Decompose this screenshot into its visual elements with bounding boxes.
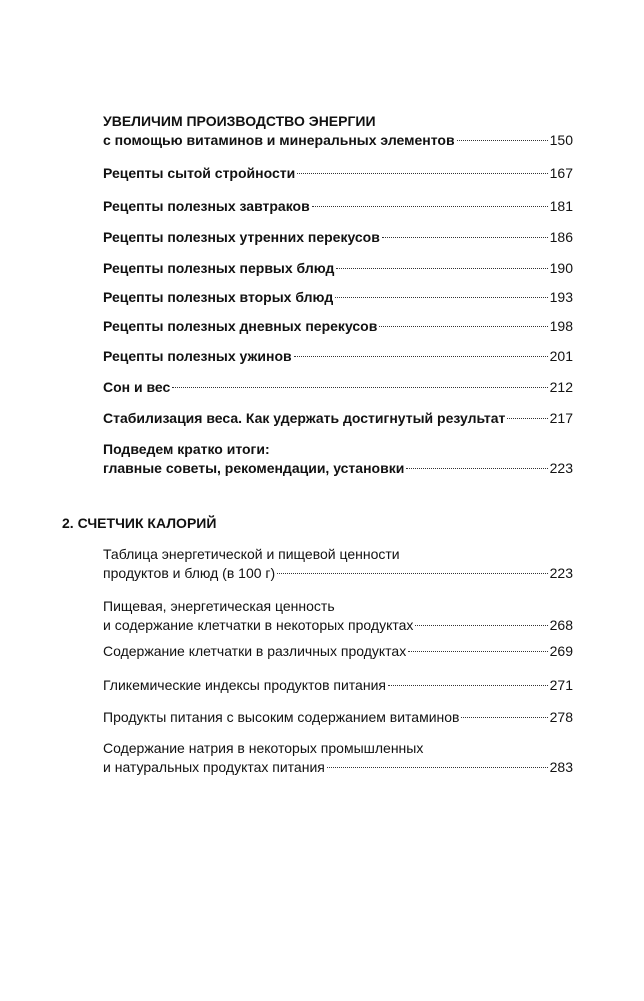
toc-entry-fiber-in-products[interactable] [103, 642, 573, 661]
toc-entry-energy-value-table[interactable] [103, 545, 573, 583]
page-number: 198 [549, 318, 573, 334]
dot-leader [408, 651, 547, 652]
page-number: 223 [549, 460, 573, 476]
page-number: 268 [549, 617, 573, 633]
page-number: 193 [549, 289, 573, 305]
page-number: 212 [549, 379, 573, 395]
toc-entry-dinner-recipes[interactable] [103, 347, 573, 366]
toc-entry-text: продуктов и блюд (в 100 г) [103, 565, 276, 581]
toc-entry-title-line: Таблица энергетической и пищевой ценности [103, 546, 400, 562]
toc-entry-breakfast-recipes[interactable] [103, 197, 573, 216]
dot-leader [388, 685, 548, 686]
toc-entry-text: Рецепты полезных утренних перекусов [103, 229, 380, 245]
toc-entry-glycemic-index[interactable] [103, 676, 573, 695]
page-number: 201 [549, 348, 573, 364]
toc-entry-sodium-content[interactable] [103, 739, 573, 777]
toc-entry-summary[interactable] [103, 440, 573, 478]
dot-leader [415, 625, 547, 626]
toc-entry-text: и натуральных продуктах питания [103, 759, 325, 775]
page-number: 167 [549, 165, 573, 181]
dot-leader [172, 387, 547, 388]
dot-leader [382, 237, 548, 238]
toc-entry-text: Рецепты полезных вторых блюд [103, 289, 334, 305]
toc-entry-text: с помощью витаминов и минеральных элементов [103, 132, 455, 148]
page-number: 181 [549, 198, 573, 214]
toc-entry-text: Рецепты сытой стройности [103, 165, 296, 181]
dot-leader [461, 717, 547, 718]
page-number: 223 [549, 565, 573, 581]
page-number: 190 [549, 260, 573, 276]
toc-entry-text: Стабилизация веса. Как удержать достигнутый результат [103, 410, 506, 426]
dot-leader [327, 767, 548, 768]
toc-entry-text: и содержание клетчатки в некоторых продуктах [103, 617, 414, 633]
page-number: 278 [549, 709, 573, 725]
toc-entry-energy[interactable] [103, 112, 573, 150]
toc-entry-text: главные советы, рекомендации, установки [103, 460, 405, 476]
toc-entry-title-line: Содержание натрия в некоторых промышленных [103, 740, 424, 756]
toc-entry-text: Гликемические индексы продуктов питания [103, 677, 386, 693]
toc-entry-text: Продукты питания с высоким содержанием витаминов [103, 709, 460, 725]
dot-leader [336, 268, 547, 269]
section-title: СЧЕТЧИК КАЛОРИЙ [77, 515, 217, 531]
dot-leader [294, 356, 548, 357]
toc-entry-weight-stabilization[interactable] [103, 409, 573, 428]
toc-entry-text: Сон и вес [103, 379, 171, 395]
toc-entry-morning-snack-recipes[interactable] [103, 228, 573, 247]
page-number: 150 [549, 132, 573, 148]
dot-leader [507, 418, 547, 419]
toc-entry-text: Содержание клетчатки в различных продуктах [103, 643, 407, 659]
toc-entry-first-course-recipes[interactable] [103, 259, 573, 278]
dot-leader [457, 140, 548, 141]
dot-leader [312, 206, 548, 207]
page-number: 186 [549, 229, 573, 245]
toc-entry-sleep-and-weight[interactable] [103, 378, 573, 397]
page-number: 269 [549, 643, 573, 659]
toc-entry-text: Рецепты полезных первых блюд [103, 260, 335, 276]
page-number: 283 [549, 759, 573, 775]
toc-entry-text: Рецепты полезных дневных перекусов [103, 318, 378, 334]
toc-entry-satiety-recipes[interactable] [103, 164, 573, 183]
dot-leader [277, 573, 547, 574]
dot-leader [297, 173, 547, 174]
page-number: 217 [549, 410, 573, 426]
page-number: 271 [549, 677, 573, 693]
toc-entry-text: Рецепты полезных завтраков [103, 198, 310, 214]
toc-entry-title-line: УВЕЛИЧИМ ПРОИЗВОДСТВО ЭНЕРГИИ [103, 113, 376, 129]
dot-leader [379, 326, 547, 327]
toc-entry-day-snack-recipes[interactable] [103, 317, 573, 336]
section-heading-calorie-counter[interactable] [62, 515, 216, 531]
toc-entry-second-course-recipes[interactable] [103, 288, 573, 307]
toc-entry-text: Рецепты полезных ужинов [103, 348, 292, 364]
toc-entry-title-line: Пищевая, энергетическая ценность [103, 598, 335, 614]
section-number: 2. [62, 515, 74, 531]
dot-leader [335, 297, 547, 298]
toc-entry-fiber-content[interactable] [103, 597, 573, 635]
toc-entry-title-line: Подведем кратко итоги: [103, 441, 270, 457]
toc-entry-vitamin-rich-foods[interactable] [103, 708, 573, 727]
dot-leader [406, 468, 547, 469]
